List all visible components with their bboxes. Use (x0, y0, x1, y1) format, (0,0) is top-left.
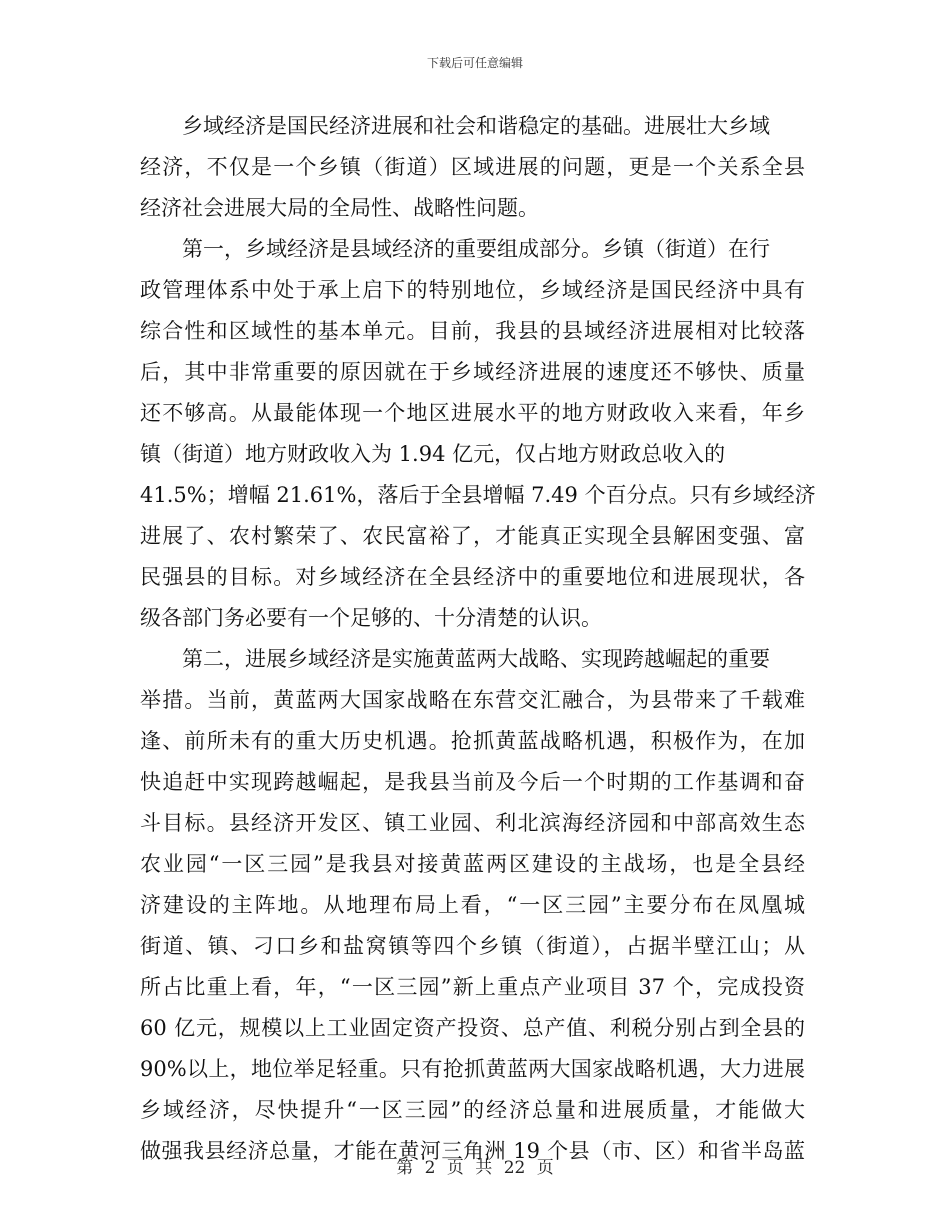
page-header: 下载后可任意编辑 (426, 56, 523, 70)
text-line: 综合性和区域性的基本单元。目前，我县的县域经济进展相对比较落 (140, 319, 805, 343)
text-line: 乡域经济是国民经济进展和社会和谐稳定的基础。进展壮大乡域 (182, 114, 770, 138)
text-line: 做强我县经济总量，才能在黄河三角洲 19 个县（市、区）和省半岛蓝 (140, 1139, 805, 1163)
text-line: 举措。当前，黄蓝两大国家战略在东营交汇融合，为县带来了千载难 (140, 688, 805, 712)
text-line: 60 亿元，规模以上工业固定资产投资、总产值、利税分别占到全县的 (140, 1016, 805, 1040)
text-line: 济建设的主阵地。从地理布局上看，“一区三园”主要分布在凤凰城 (140, 893, 805, 917)
text-line: 90%以上，地位举足轻重。只有抢抓黄蓝两大国家战略机遇，大力进展 (140, 1057, 805, 1081)
text-line: 政管理体系中处于承上启下的特别地位，乡域经济是国民经济中具有 (140, 278, 805, 302)
text-line: 第二，进展乡域经济是实施黄蓝两大战略、实现跨越崛起的重要 (182, 647, 770, 671)
text-line: 所占比重上看，年，“一区三园”新上重点产业项目 37 个，完成投资 (140, 975, 805, 999)
text-line: 乡域经济，尽快提升“一区三园”的经济总量和进展质量，才能做大 (140, 1098, 805, 1122)
text-line: 41.5%；增幅 21.61%，落后于全县增幅 7.49 个百分点。只有乡域经济 (140, 483, 816, 507)
document-body (140, 106, 816, 1172)
text-line: 还不够高。从最能体现一个地区进展水平的地方财政收入来看，年乡 (140, 401, 805, 425)
text-line: 经济，不仅是一个乡镇（街道）区域进展的问题，更是一个关系全县 (140, 155, 805, 179)
text-line: 街道、镇、刁口乡和盐窝镇等四个乡镇（街道），占据半壁江山；从 (140, 934, 805, 958)
text-line: 第一，乡域经济是县域经济的重要组成部分。乡镇（街道）在行 (182, 237, 770, 261)
text-line: 逢、前所未有的重大历史机遇。抢抓黄蓝战略机遇，积极作为，在加 (140, 729, 805, 753)
text-line: 级各部门务必要有一个足够的、十分清楚的认识。 (140, 606, 602, 630)
page-number: 第 2 页 共 22 页 (396, 1158, 554, 1178)
text-line: 快追赶中实现跨越崛起，是我县当前及今后一个时期的工作基调和奋 (140, 770, 805, 794)
text-line: 经济社会进展大局的全局性、战略性问题。 (140, 196, 539, 220)
text-line: 民强县的目标。对乡域经济在全县经济中的重要地位和进展现状，各 (140, 565, 805, 589)
text-line: 后，其中非常重要的原因就在于乡域经济进展的速度还不够快、质量 (140, 360, 805, 384)
text-line: 农业园“一区三园”是我县对接黄蓝两区建设的主战场，也是全县经 (140, 852, 805, 876)
text-line: 镇（街道）地方财政收入为 1.94 亿元，仅占地方财政总收入的 (140, 442, 726, 466)
text-line: 斗目标。县经济开发区、镇工业园、利北滨海经济园和中部高效生态 (140, 811, 805, 835)
text-line: 进展了、农村繁荣了、农民富裕了，才能真正实现全县解困变强、富 (140, 524, 805, 548)
